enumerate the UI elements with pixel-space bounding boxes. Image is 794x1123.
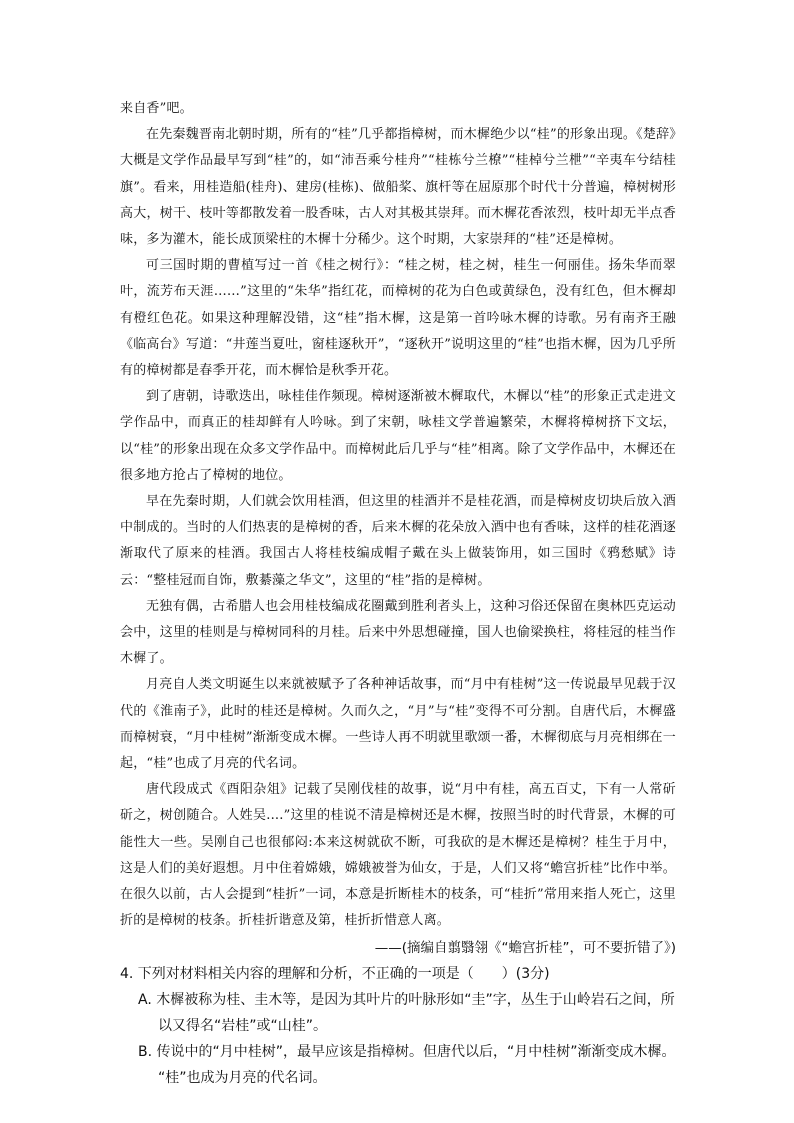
- paragraph: 来自香”吧。: [120, 101, 193, 116]
- question-4: [120, 961, 676, 1091]
- paragraph: 可三国时期的曹植写过一首《桂之树行》：“桂之树，桂之树，桂生一何丽佳。扬朱华而翠叶，流芳布天涯……”这里的“朱华”指红花，而樟树的花为白色或黄绿色，没有红色，但木樨却有橙红色花。如果这种理解没错，这“桂”指木樨，这是第一首吟咏木樨的诗歌。另有南齐王融《临高台》写道：“井莲当夏吐，窗桂逐秋开”，“逐秋开”说明这里的“桂”也指木樨，因为几乎所有的樟树都是春季开花，而木樨恰是秋季开花。: [120, 258, 676, 379]
- question-stem: 4. 下列对材料相关内容的理解和分析，不正确的一项是（ ）(3分): [120, 965, 550, 982]
- paragraph: 到了唐朝，诗歌迭出，咏桂佳作频现。樟树逐渐被木樨取代，木樨以“桂”的形象正式走进文学作品中，而真正的桂却鲜有人吟咏。到了宋朝，咏桂文学普遍繁荣，木樨将樟树挤下文坛，以“桂”的形象出现在众多文学作品中。而樟树此后几乎与“桂”相离。除了文学作品中，木樨还在很多地方抢占了樟树的地位。: [120, 389, 676, 483]
- paragraph: 无独有偶，古希腊人也会用桂枝编成花圈戴到胜利者头上，这种习俗还保留在奥林匹克运动会中，这里的桂则是与樟树同科的月桂。后来中外思想碰撞，国人也偷梁换柱，将桂冠的桂当作木樨了。: [120, 598, 676, 667]
- paragraph: 唐代段成式《酉阳杂俎》记载了吴刚伐桂的故事，说“月中有桂，高五百丈，下有一人常斫斫之，树创随合。人姓吴....”这里的桂说不清是樟树还是木樨，按照当时的时代背景，木樨的可能性大一些。吴刚自己也很郁闷:本来这树就砍不断，可我砍的是木樨还是樟树？桂生于月中，这是人们的美好遐想。月中住着嫦娥，嫦娥被誉为仙女，于是，人们又将“蟾宫折桂”比作中举。在很久以前，古人会提到“桂折”一词，本意是折断桂木的枝条，可“桂折”常用来指人死亡，这里折的是樟树的枝条。折桂折谐意及第，桂折折惜意人离。: [120, 782, 676, 929]
- paragraph: 早在先秦时期，人们就会饮用桂酒，但这里的桂酒并不是桂花酒，而是樟树皮切块后放入酒中制成的。当时的人们热衷的是樟树的香，后来木樨的花朵放入酒中也有香味，这样的桂花酒逐渐取代了原来的桂酒。我国古人将桂枝编成帽子戴在头上做装饰用，如三国时《鸦愁赋》诗云：“整桂冠而自饰，敷綦藻之华文”，这里的“桂”指的是樟树。: [120, 494, 676, 588]
- document-page: [120, 96, 676, 1091]
- option-a-line2: 以又得名“岩桂”或“山桂”。: [158, 1017, 328, 1034]
- option-a-line1: A. 木樨被称为桂、圭木等，是因为其叶片的叶脉形如“圭”字，丛生于山岭岩石之间，所: [138, 991, 675, 1008]
- paragraph: 月亮自人类文明诞生以来就被赋予了各种神话故事，而“月中有桂树”这一传说最早见载于汉代的《淮南子》，此时的桂还是樟树。久而久之，“月”与“桂”变得不可分割。自唐代后，木樨盛而樟树衰，“月中桂树”渐渐变成木樨。一些诗人再不明就里歌颂一番，木樨彻底与月亮相绑在一起，“桂”也成了月亮的代名词。: [120, 677, 676, 772]
- source-citation: ——(摘编自翦翳翎《“蟾宫折桂”，可不要折错了》): [374, 939, 676, 956]
- option-b-line1: B. 传说中的“月中桂树”，最早应该是指樟树。但唐代以后，“月中桂树”渐渐变成木樨。: [138, 1043, 676, 1060]
- passage: [120, 96, 676, 935]
- option-b-line2: “桂”也成为月亮的代名词。: [158, 1069, 327, 1086]
- option-b: [120, 1039, 676, 1091]
- paragraph: 在先秦魏晋南北朝时期，所有的“桂”几乎都指樟树，而木樨绝少以“桂”的形象出现。《楚辞》大概是文学作品最早写到“桂”的，如“沛吾乘兮桂舟”“桂栋兮兰橑”“桂棹兮兰枻”“辛夷车兮结桂旗”。看来，用桂造船(桂舟)、建房(桂栋)、做船桨、旗杆等在屈原那个时代十分普遍，樟树树形高大，树干、枝叶等都散发着一股香味，古人对其极其崇拜。而木樨花香浓烈，枝叶却无半点香味，多为灌木，能长成顶梁柱的木樨十分稀少。这个时期，大家崇拜的“桂”还是樟树。: [120, 127, 676, 248]
- option-a: [120, 987, 676, 1039]
